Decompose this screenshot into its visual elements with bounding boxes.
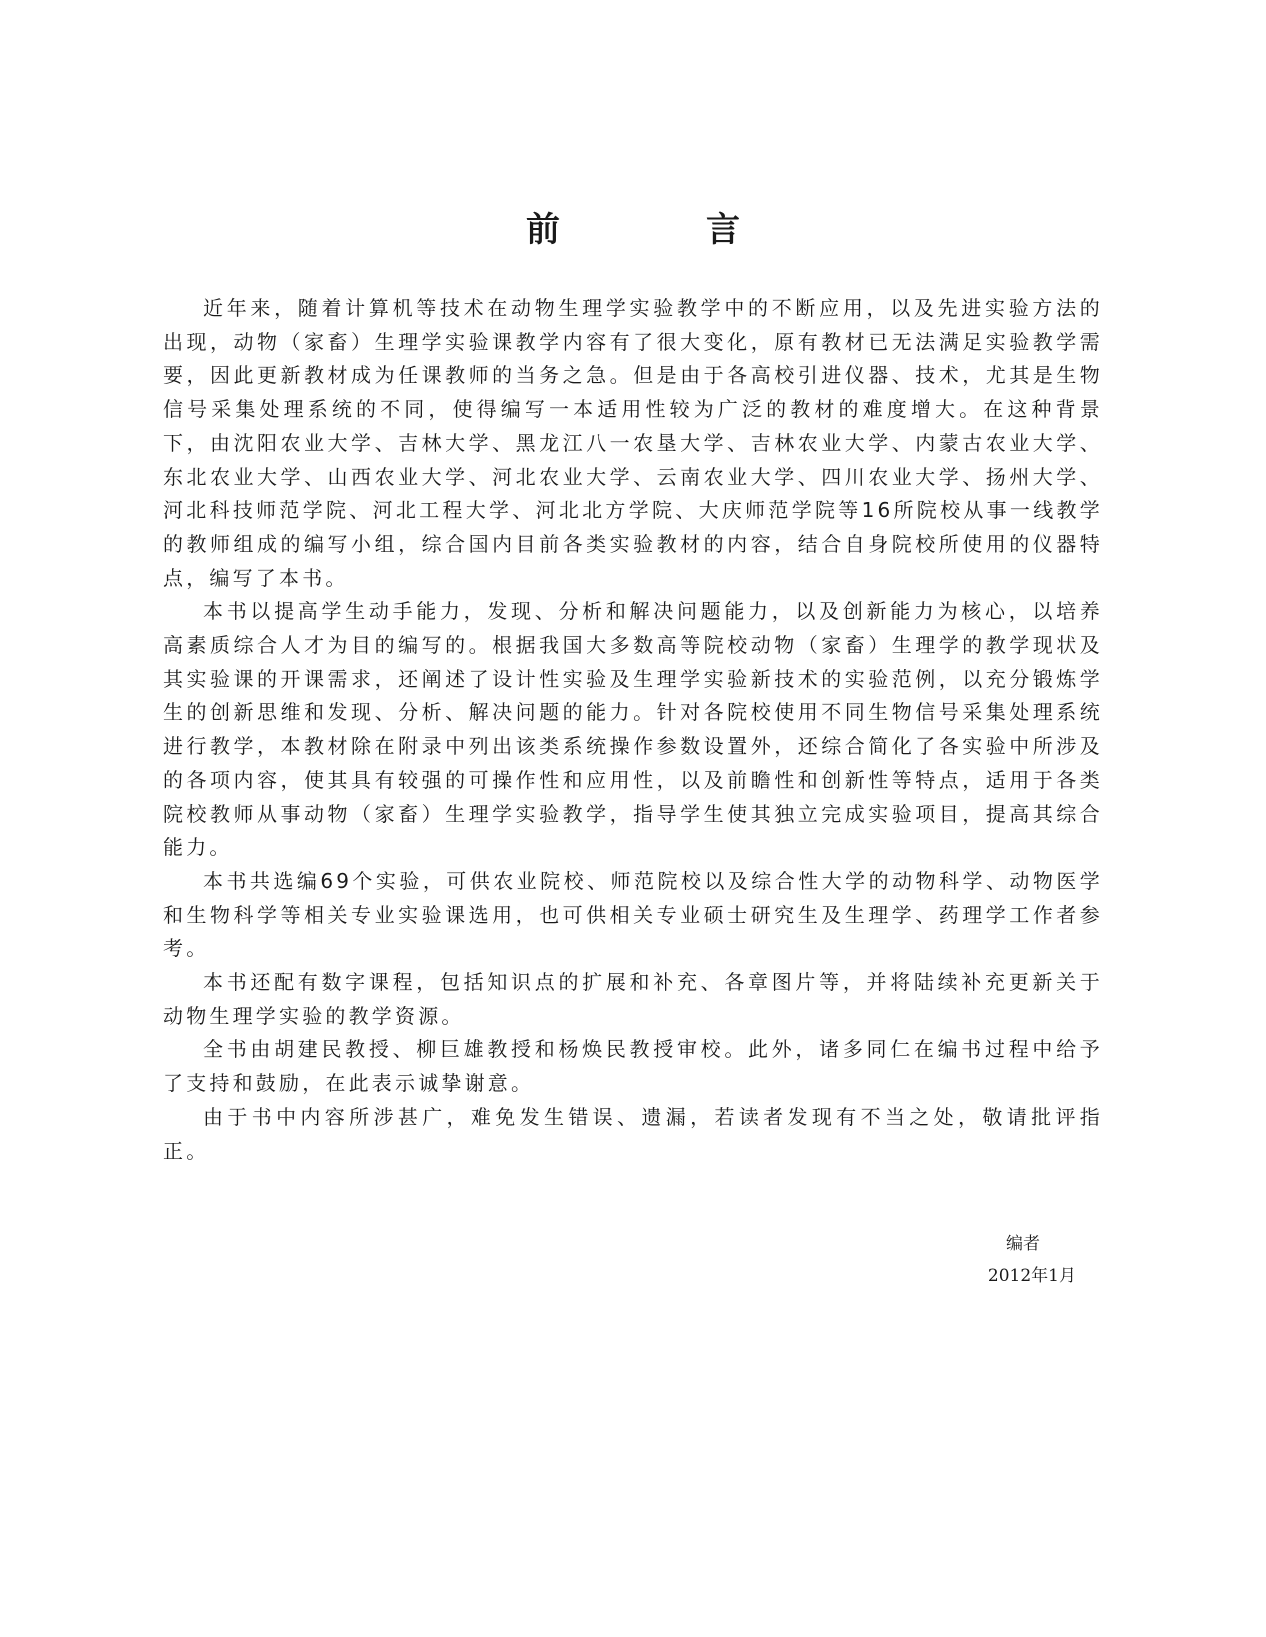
paragraph-2: 本书以提高学生动手能力，发现、分析和解决问题能力，以及创新能力为核心，以培养高素质综合人才为目的编写的。根据我国大多数高等院校动物（家畜）生理学的教学现状及其实验课的开课需求，还阐述了设计性实验及生理学实验新技术的实验范例，以充分锻炼学生的创新思维和发现、分析、解决问题的能力。针对各院校使用不同生物信号采集处理系统进行教学，本教材除在附录中列出该类系统操作参数设置外，还综合简化了各实验中所涉及的各项内容，使其具有较强的可操作性和应用性，以及前瞻性和创新性等特点，适用于各类院校教师从事动物（家畜）生理学实验教学，指导学生使其独立完成实验项目，提高其综合能力。 [163, 599, 1103, 860]
paragraph-1: 近年来，随着计算机等技术在动物生理学实验教学中的不断应用，以及先进实验方法的出现，动物（家畜）生理学实验课教学内容有了很大变化，原有教材已无法满足实验教学需要，因此更新教材成为任课教师的当务之急。但是由于各高校引进仪器、技术，尤其是生物信号采集处理系统的不同，使得编写一本适用性较为广泛的教材的难度增大。在这种背景下，由沈阳农业大学、吉林大学、黑龙江八一农垦大学、吉林农业大学、内蒙古农业大学、东北农业大学、山西农业大学、河北农业大学、云南农业大学、四川农业大学、扬州大学、河北科技师范学院、河北工程大学、河北北方学院、大庆师范学院等16所院校从事一线教学的教师组成的编写小组，综合国内目前各类实验教材的内容，结合自身院校所使用的仪器特点，编写了本书。 [163, 296, 1103, 590]
paragraph-3: 本书共选编69个实验，可供农业院校、师范院校以及综合性大学的动物科学、动物医学和生物科学等相关专业实验课选用，也可供相关专业硕士研究生及生理学、药理学工作者参考。 [163, 868, 1103, 961]
signature-date: 2012年1月 [987, 1266, 1076, 1286]
signature-block [0, 1228, 1076, 1292]
page-title: 前 言 [526, 210, 796, 250]
paragraph-6: 由于书中内容所涉甚广，难免发生错误、遗漏，若读者发现有不当之处，敬请批评指正。 [163, 1104, 1103, 1163]
preface-body [163, 292, 1103, 1168]
signature-editor: 编者 [1006, 1234, 1040, 1254]
paragraph-4: 本书还配有数字课程，包括知识点的扩展和补充、各章图片等，并将陆续补充更新关于动物生理学实验的教学资源。 [163, 970, 1103, 1028]
paragraph-5: 全书由胡建民教授、柳巨雄教授和杨焕民教授审校。此外，诸多同仁在编书过程中给予了支持和鼓励，在此表示诚挚谢意。 [163, 1037, 1103, 1096]
